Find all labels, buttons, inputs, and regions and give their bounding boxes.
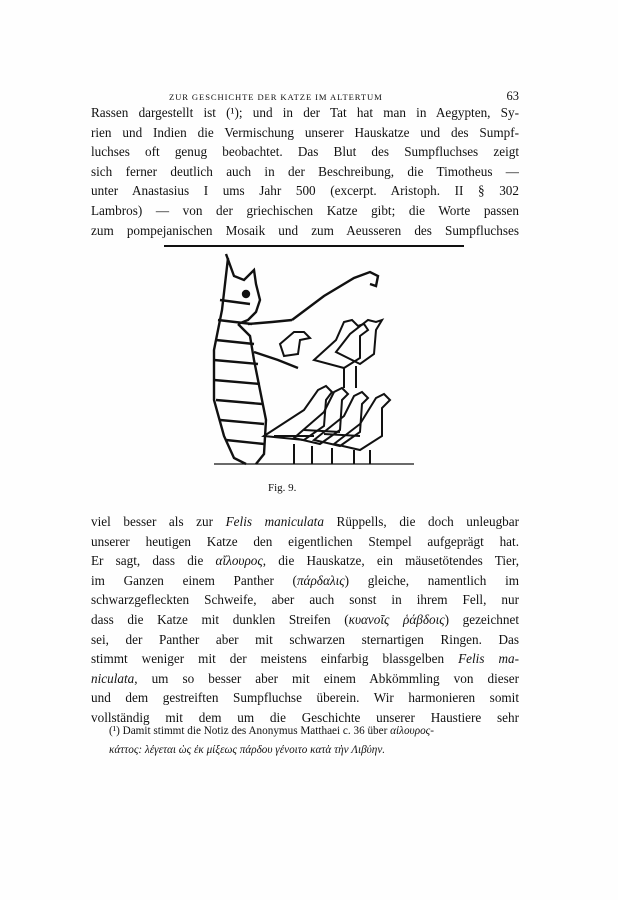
bird-group-top — [280, 320, 382, 388]
paragraph-2 — [91, 512, 519, 728]
text-line: schwarzgefleckten Schweife, aber auch sonst in ihrem Fell, nur — [91, 592, 519, 608]
small-bird — [280, 332, 310, 356]
running-title: ZUR GESCHICHTE DER KATZE IM ALTERTUM — [169, 92, 383, 102]
italic-term: Felis maniculata — [225, 514, 324, 529]
text-line: dass die Katze mit dunklen Streifen (κυανοῖς ῥάβδοις) gezeichnet — [91, 611, 519, 627]
text-line: unserer heutigen Katze den eigentlichen Stempel aufgeprägt hat. — [91, 533, 519, 549]
bird-legs-top — [344, 366, 356, 388]
text-line: Rassen dargestellt ist (¹); und in der Tat hat man in Aegypten, Sy- — [91, 105, 519, 120]
greek-term: κυανοῖς ῥάβδοις — [348, 611, 445, 627]
text-line: Lambros) — von der griechischen Katze gibt; die Worte passen — [91, 202, 519, 218]
text-line: vollständig mit dem um die Geschichte unserer Haustiere sehr — [91, 709, 519, 725]
text-line: im Ganzen einem Panther (πάρδαλις) gleiche, namentlich im — [91, 572, 519, 588]
text-line: unter Anastasius I ums Jahr 500 (excerpt. Aristoph. II § 302 — [91, 183, 519, 199]
greek-term: αἴλουρος — [215, 553, 263, 569]
text-line: und dem gestreiften Sumpfluchse überein. Wir harmonieren somit — [91, 690, 519, 706]
footnote-marker: (¹) — [109, 725, 120, 737]
text-line: niculata, um so besser aber mit einem Abkömmling von dieser — [91, 670, 519, 686]
italic-term: Felis ma- — [458, 651, 519, 667]
cat-head — [226, 254, 260, 324]
text-line: zum pompejanischen Mosaik und zum Aeusseren des Sumpfluchses — [91, 222, 519, 238]
greek-term: αἰλουρος- — [390, 725, 434, 737]
cat-eye — [243, 291, 249, 297]
footnote-line: (¹) Damit stimmt die Notiz des Anonymus Matthaei c. 36 über αἰλουρος- — [109, 725, 434, 737]
footnote-line: κάττος: λέγεται ὡς ἐκ μίξεως πάρδου γένοιτο κατὰ τὴν Λιβύην. — [109, 744, 386, 756]
text-line: luchses oft genug beobachtet. Das Blut des Sumpfluchses zeigt — [91, 144, 519, 160]
text-line: Er sagt, dass die αἴλουρος, die Hauskatze, ein mäusetötendes Tier, — [91, 553, 519, 569]
text-line: stimmt weniger mit der meistens einfarbig blassgelben Felis ma- — [91, 651, 519, 667]
paragraph-1 — [91, 103, 519, 240]
bird-legs-bottom — [294, 444, 370, 464]
text-line: rien und Indien die Vermischung unserer Hauskatze und des Sumpf- — [91, 124, 519, 140]
italic-term: niculata — [91, 670, 135, 686]
cat-and-birds-illustration — [164, 240, 464, 472]
cat-figure — [214, 254, 378, 464]
figure-cat-and-birds — [164, 240, 464, 472]
cat-raised-arm — [248, 320, 292, 324]
page-number: 63 — [506, 89, 519, 103]
bird-group-bottom — [264, 386, 390, 464]
text-line: viel besser als zur Felis maniculata Rüppells, die doch unleugbar — [91, 514, 519, 529]
text-line: sich ferner deutlich auch in der Beschreibung, die Timotheus — — [91, 163, 519, 179]
text-line: sei, der Panther aber mit schwarzen sternartigen Ringen. Das — [91, 631, 519, 647]
crook-staff — [292, 272, 378, 320]
figure-caption: Fig. 9. — [268, 482, 297, 494]
greek-term: πάρδαλις — [296, 572, 345, 588]
footnote — [109, 722, 519, 760]
